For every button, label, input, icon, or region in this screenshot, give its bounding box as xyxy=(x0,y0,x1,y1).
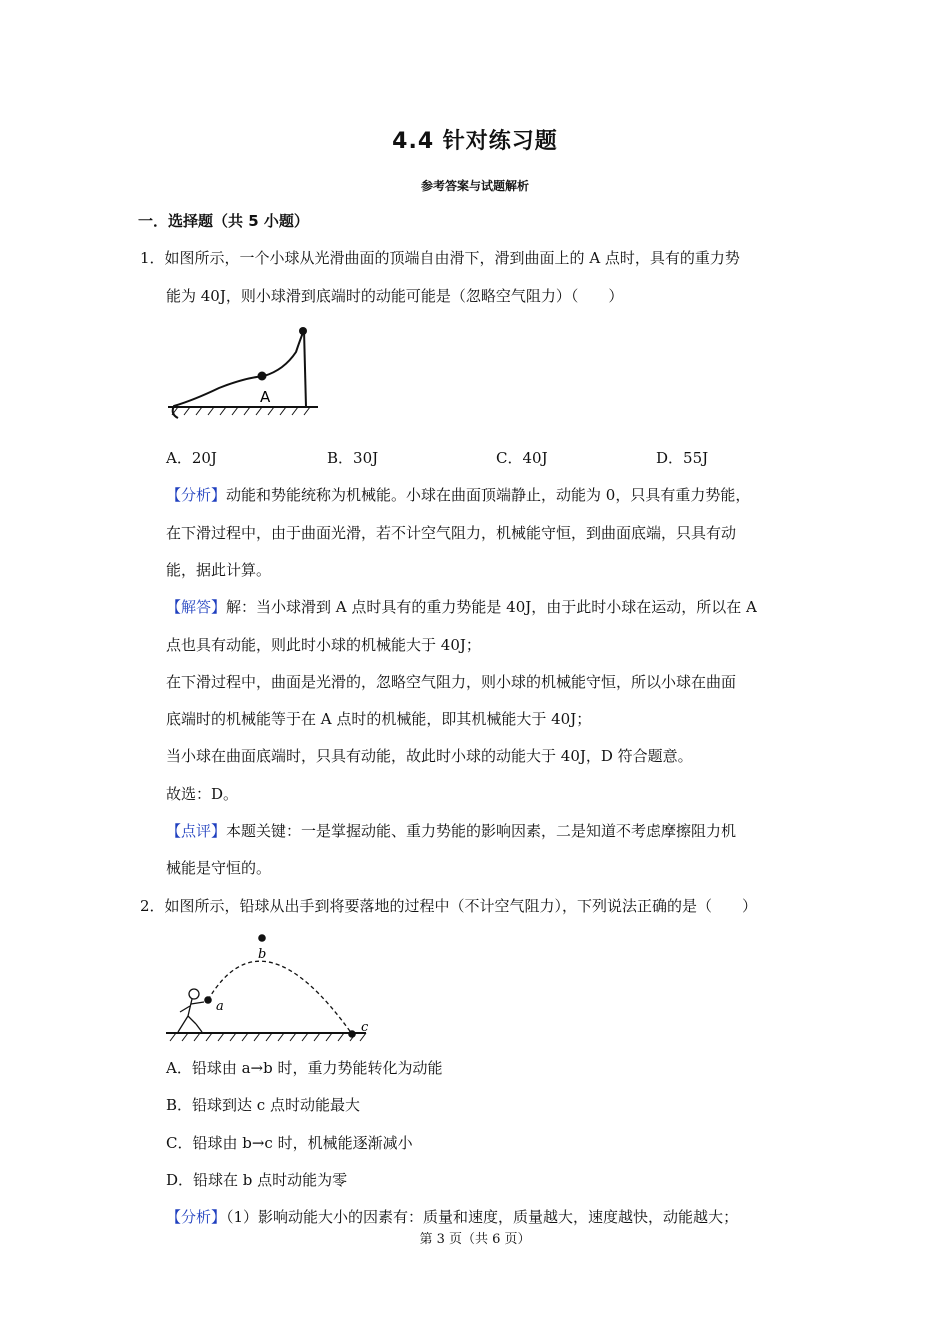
q1-comment-text-1: 本题关键：一是掌握动能、重力势能的影响因素，二是知道不考虑摩擦阻力机 xyxy=(226,822,737,840)
q2-analysis-text-1: （1）影响动能大小的因素有：质量和速度，质量越大，速度越快，动能越大； xyxy=(226,1208,739,1226)
q1-answer-line-2: 点也具有动能，则此时小球的机械能大于 40J； xyxy=(166,636,481,654)
q1-answer-line-4: 底端时的机械能等于在 A 点时的机械能，即其机械能大于 40J； xyxy=(166,710,592,728)
q1-option-b: B．30J xyxy=(327,449,379,467)
q2-label-c: c xyxy=(361,1020,369,1035)
page-title: 4.4 针对练习题 xyxy=(392,129,558,154)
q1-ball-at-a xyxy=(258,372,267,381)
q1-analysis-tag: 【分析】 xyxy=(166,486,227,504)
q2-ball-c xyxy=(348,1030,356,1038)
q1-answer-line-5: 当小球在曲面底端时，只具有动能，故此时小球的动能大于 40J，D 符合题意。 xyxy=(166,747,693,765)
q1-stem-line-1: 1．如图所示，一个小球从光滑曲面的顶端自由滑下，滑到曲面上的 A 点时，具有的重力势 xyxy=(140,249,740,267)
q2-option-c: C．铅球由 b→c 时，机械能逐渐减小 xyxy=(166,1134,413,1152)
q2-analysis-line-1 xyxy=(166,1207,738,1227)
q1-option-a: A．20J xyxy=(166,449,217,467)
q1-analysis-line-1 xyxy=(166,485,750,505)
q1-comment-line-2: 械能是守恒的。 xyxy=(166,859,272,877)
q1-analysis-line-2: 在下滑过程中，由于曲面光滑，若不计空气阻力，机械能守恒，到曲面底端，只具有动 xyxy=(166,524,737,542)
q2-ball-a xyxy=(204,996,212,1004)
page-subtitle: 参考答案与试题解析 xyxy=(420,179,529,193)
q1-choice: 故选：D。 xyxy=(166,785,239,803)
q2-trajectory xyxy=(208,961,352,1034)
q2-stem: 2．如图所示，铅球从出手到将要落地的过程中（不计空气阻力），下列说法正确的是（ ） xyxy=(140,897,758,915)
q1-label-a: A xyxy=(260,388,271,406)
q2-option-b: B．铅球到达 c 点时动能最大 xyxy=(166,1096,360,1114)
q1-option-d: D．55J xyxy=(656,449,709,467)
q2-ball-b xyxy=(258,934,266,942)
q1-answer-line-1 xyxy=(166,597,757,617)
q1-analysis-text-1: 动能和势能统称为机械能。小球在曲面顶端静止，动能为 0，只具有重力势能， xyxy=(226,486,751,504)
q1-comment-line-1 xyxy=(166,821,736,841)
q1-slope-figure xyxy=(164,322,324,432)
q1-comment-tag: 【点评】 xyxy=(166,822,227,840)
q2-label-b: b xyxy=(258,947,267,962)
q2-athlete-figure xyxy=(178,989,204,1032)
q2-option-a: A．铅球由 a→b 时，重力势能转化为动能 xyxy=(166,1059,443,1077)
q1-ball-top xyxy=(299,327,307,335)
q1-answer-text-1: 解：当小球滑到 A 点时具有的重力势能是 40J，由于此时小球在运动，所以在 A xyxy=(226,598,757,616)
q2-analysis-tag: 【分析】 xyxy=(166,1208,227,1226)
q2-ground-hatch xyxy=(170,1033,366,1041)
section-heading: 一．选择题（共 5 小题） xyxy=(138,212,309,230)
q1-stem-line-2: 能为 40J，则小球滑到底端时的动能可能是（忽略空气阻力）（ ） xyxy=(166,287,624,305)
q1-curve-surface xyxy=(173,330,304,418)
q1-answer-line-3: 在下滑过程中，曲面是光滑的，忽略空气阻力，则小球的机械能守恒，所以小球在曲面 xyxy=(166,673,737,691)
q2-shot-put-figure xyxy=(164,928,374,1048)
q2-option-d: D．铅球在 b 点时动能为零 xyxy=(166,1171,348,1189)
q2-label-a: a xyxy=(216,999,224,1014)
page-footer: 第 3 页（共 6 页） xyxy=(419,1232,531,1247)
q1-ground-hatch xyxy=(172,407,310,415)
q1-right-wall xyxy=(304,330,306,407)
q1-analysis-line-3: 能，据此计算。 xyxy=(166,561,272,579)
q1-answer-tag: 【解答】 xyxy=(166,598,227,616)
q1-option-c: C．40J xyxy=(496,449,548,467)
